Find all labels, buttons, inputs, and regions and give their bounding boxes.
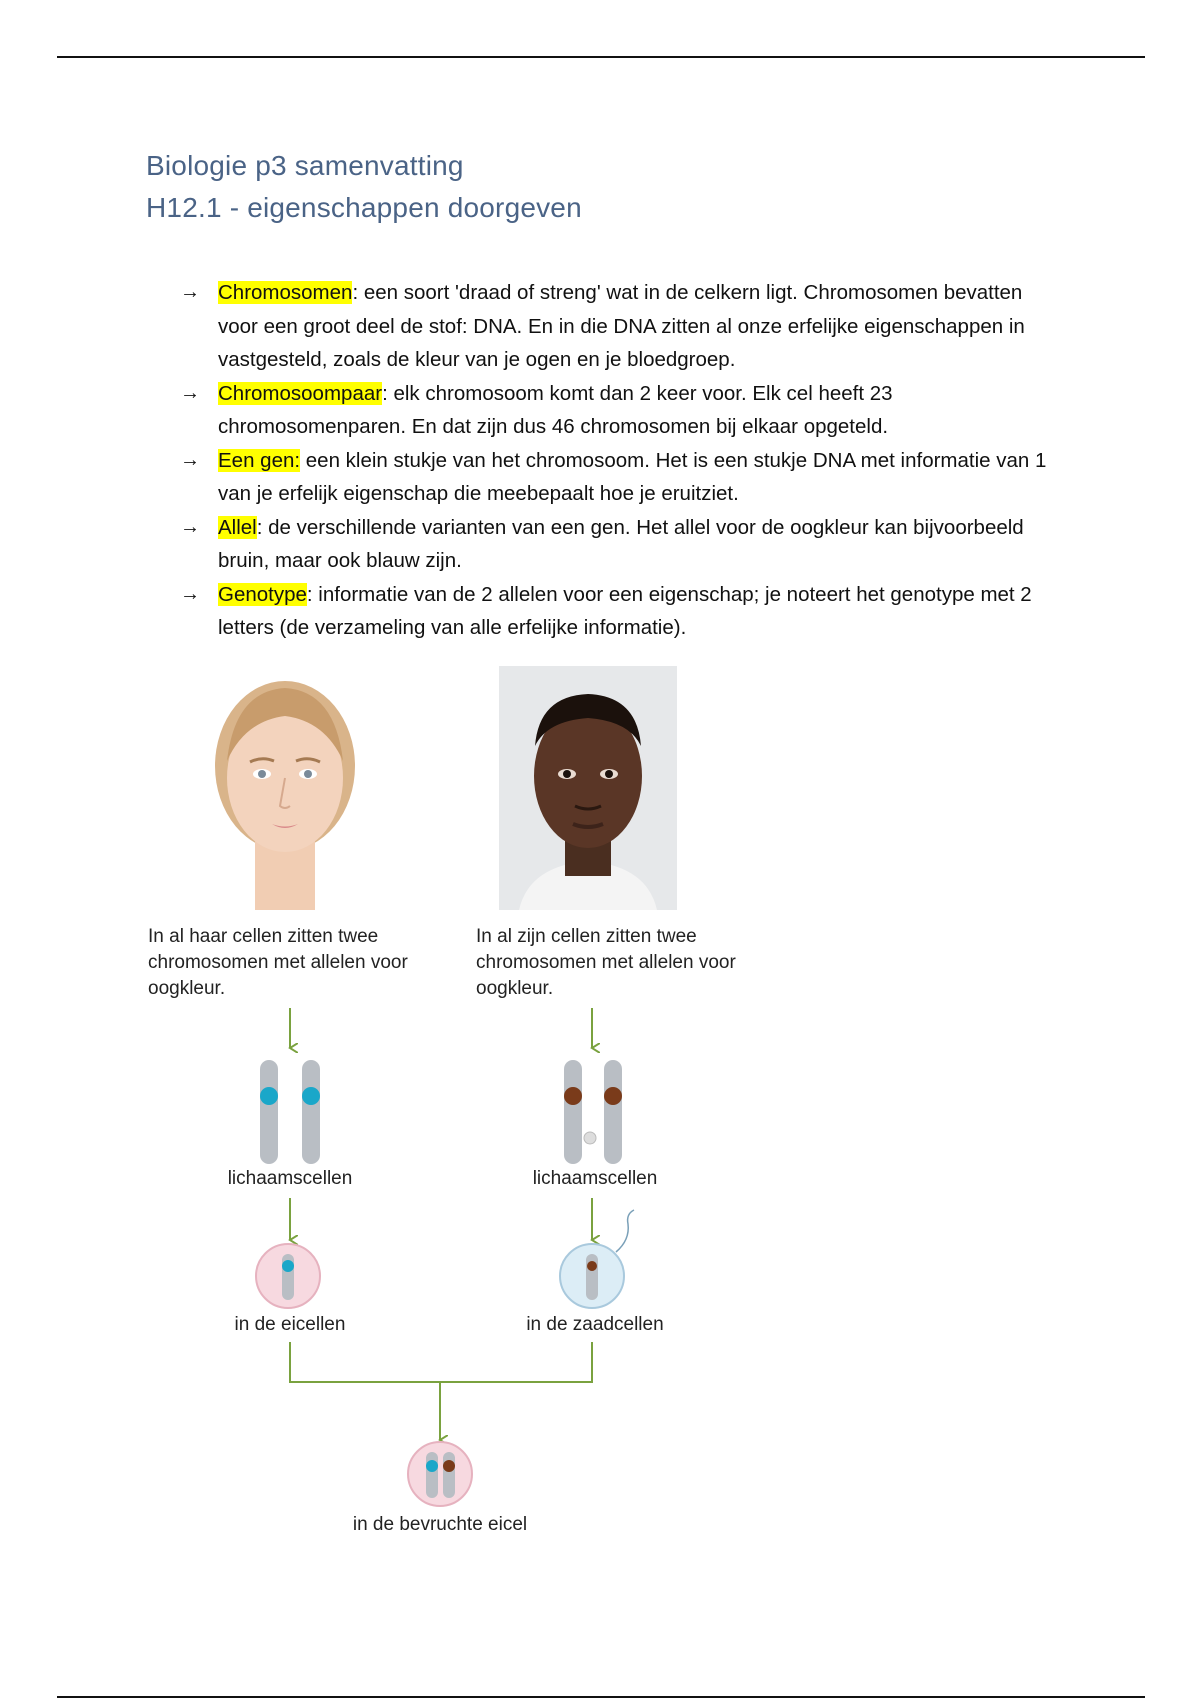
caption-father: In al zijn cellen zitten twee chromosomen met allelen voor oogkleur. [476, 926, 736, 999]
definition-term: Chromosoompaar [218, 381, 383, 405]
egg-cell [256, 1244, 320, 1308]
definition-text: : de verschillende varianten van een gen. Het allel voor de oogkleur kan bijvoorbeeld bruin, maar ook blauw zijn. [218, 515, 1024, 572]
definition-text: een klein stukje van het chromosoom. Het is een stukje DNA met informatie van 1 van je erfelijk eigenschap die meebepaalt hoe je eruitziet. [218, 448, 1047, 505]
definition-term: Een gen: [218, 448, 301, 472]
sperm-cell [560, 1210, 634, 1308]
definition-term: Genotype [218, 582, 307, 606]
label-egg-cells: in de eicellen [234, 1314, 346, 1335]
label-body-cells-father: lichaamscellen [532, 1168, 658, 1189]
definition-term: Chromosomen [218, 281, 353, 304]
mother-chromosome-pair [260, 1060, 320, 1164]
arrow-icon: → [180, 515, 200, 538]
merge-connector [290, 1342, 592, 1382]
caption-mother: In al haar cellen zitten twee chromosomen met allelen voor oogkleur. [148, 926, 408, 999]
definition-term: Allel [218, 515, 257, 539]
arrow-icon: → [180, 381, 200, 404]
arrow-icon: → [180, 281, 200, 303]
label-body-cells-mother: lichaamscellen [227, 1168, 353, 1189]
section-heading: H12.1 - eigenschappen doorgeven [146, 192, 582, 223]
label-fertilized-egg: in de bevruchte eicel [352, 1514, 528, 1535]
definition-text: : elk chromosoom komt dan 2 keer voor. Elk cel heeft 23 chromosomenparen. En dat zijn dus 46 chromosomen bij elkaar opgeteld. [218, 381, 893, 438]
arrow-icon: → [180, 448, 200, 471]
definition-text: : informatie van de 2 allelen voor een eigenschap; je noteert het genotype met 2 letters (de verzameling van alle erfelijke informatie). [218, 582, 1032, 639]
arrow-icon: → [180, 582, 200, 605]
fertilized-egg-cell [408, 1442, 472, 1506]
label-sperm-cells: in de zaadcellen [526, 1314, 664, 1335]
document-title: Biologie p3 samenvatting [146, 150, 464, 181]
bottom-rule [57, 1696, 1145, 1698]
definition-text: : een soort 'draad of streng' wat in de celkern ligt. Chromosomen bevatten voor een groot deel de stof: DNA. En in die DNA zitten al onze erfelijke eigenschappen in vastgesteld, zoals de kleur van je ogen en je bloedgroep. [218, 281, 1025, 371]
father-chromosome-pair [564, 1060, 622, 1164]
